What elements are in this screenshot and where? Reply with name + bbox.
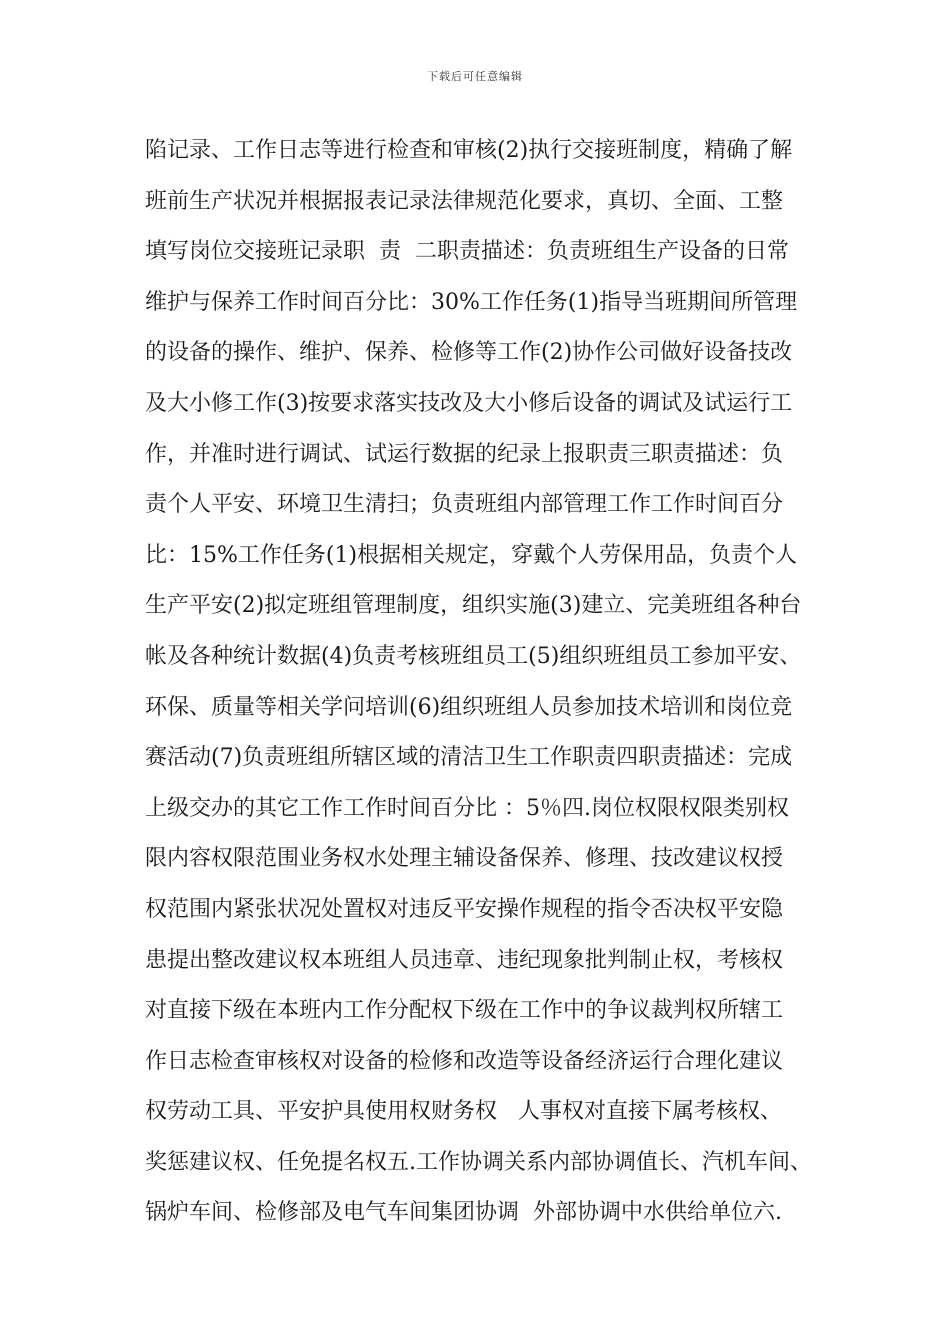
header-note: 下载后可任意编辑 [427,70,523,83]
text-line: 及大小修工作(3)按要求落实技改及大小修后设备的调试及试运行工 [145,390,793,416]
text-line: 权范围内紧张状况处置权对违反平安操作规程的指令否决权平安隐 [145,896,784,922]
text-line: 维护与保养工作时间百分比：30%工作任务(1)指导当班期间所管理 [145,289,798,315]
text-line: 陷记录、工作日志等进行检查和审核(2)执行交接班制度，精确了解 [145,138,793,163]
text-line: 作日志检查审核权对设备的检修和改造等设备经济运行合理化建议 [145,1048,784,1074]
text-line: 对直接下级在本班内工作分配权下级在工作中的争议裁判权所辖工 [145,998,784,1024]
text-line: 限内容权限范围业务权水处理主辅设备保养、修理、技改建议权授 [145,846,784,872]
text-line: 患提出整改建议权本班组人员违章、违纪现象批判制止权，考核权 [145,947,784,973]
text-line: 的设备的操作、维护、保养、检修等工作(2)协作公司做好设备技改 [145,340,793,366]
text-line: 责个人平安、环境卫生清扫；负责班组内部管理工作工作时间百分 [145,492,784,518]
text-line: 锅炉车间、检修部及电气车间集团协调 外部协调中水供给单位六. [145,1200,782,1226]
text-line: 帐及各种统计数据(4)负责考核班组员工(5)组织班组员工参加平安、 [145,643,802,669]
text-line: 填写岗位交接班记录职 责 二职责描述：负责班组生产设备的日常 [145,239,789,265]
text-line: 比：15%工作任务(1)根据相关规定，穿戴个人劳保用品，负责个人 [145,542,798,568]
text-line: 奖惩建议权、任免提名权五.工作协调关系内部协调值长、汽机车间、 [145,1149,812,1175]
text-line: 班前生产状况并根据报表记录法律规范化要求，真切、全面、工整 [145,188,784,214]
text-line: 权劳动工具、平安护具使用权财务权 人事权对直接下属考核权、 [145,1099,782,1125]
text-line: 生产平安(2)拟定班组管理制度，组织实施(3)建立、完美班组各种台 [145,593,802,619]
text-line: 作，并准时进行调试、试运行数据的纪录上报职责三职责描述：负 [145,441,784,467]
text-line: 上级交办的其它工作工作时间百分比 ：5％四.岗位权限权限类别权 [145,795,789,821]
text-line: 环保、质量等相关学问培训(6)组织班组人员参加技术培训和岗位竞 [145,694,793,720]
body-text [145,126,845,1239]
text-line: 赛活动(7)负责班组所辖区域的清洁卫生工作职责四职责描述：完成 [145,745,793,771]
